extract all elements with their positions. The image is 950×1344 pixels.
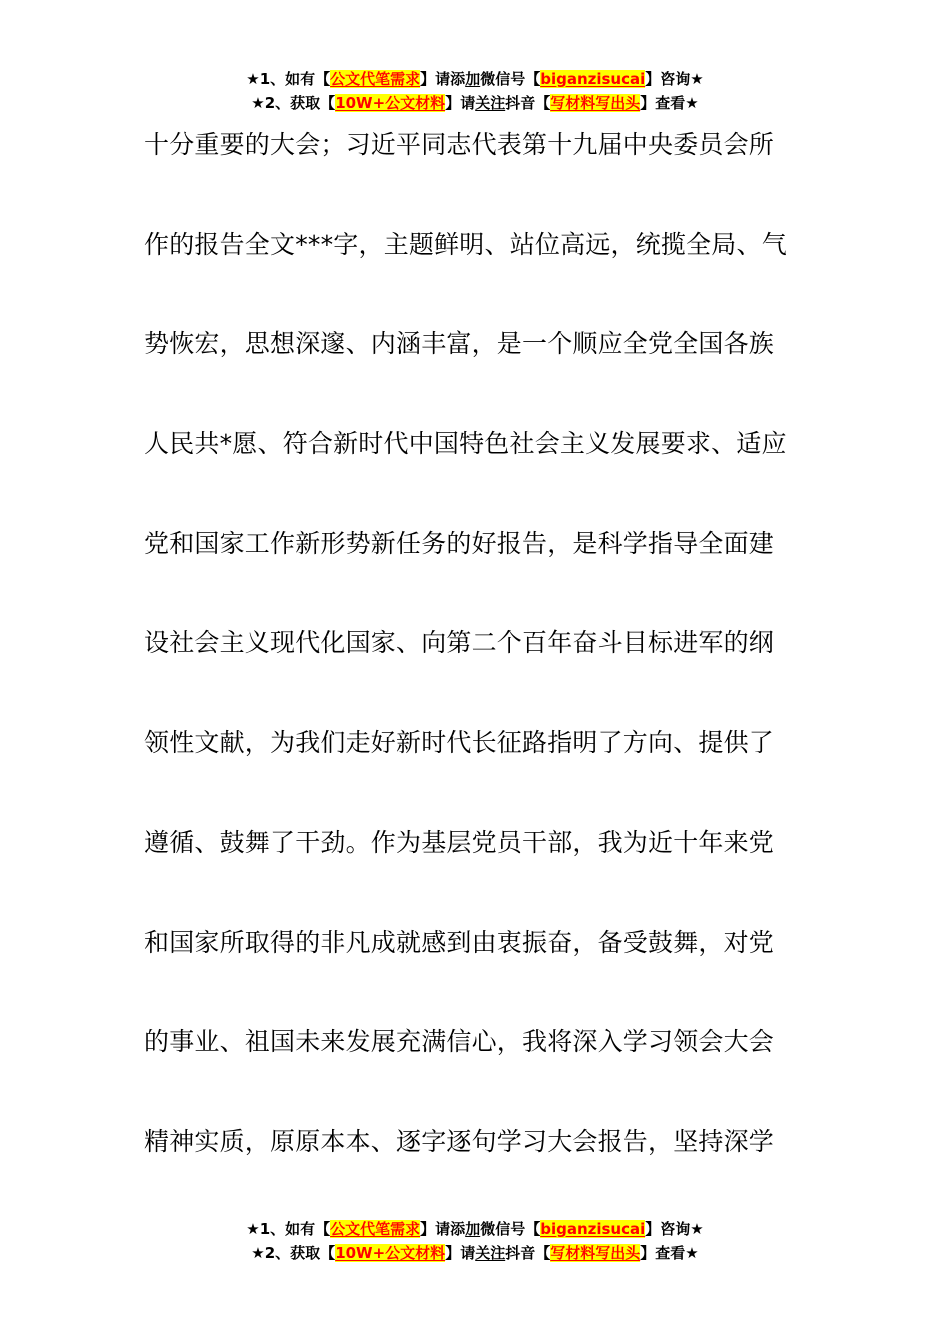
header-line-2	[0, 91, 950, 115]
footer-line-1-mid: 】请添	[420, 1220, 466, 1238]
footer-line-1-suffix: 】咨询★	[645, 1220, 704, 1238]
body-line: 遵循、鼓舞了干劲。作为基层党员干部，我为近十年来党	[144, 827, 775, 857]
body-line: 十分重要的大会；习近平同志代表第十九届中央委员会所	[144, 130, 775, 159]
header-add-underlined: 加	[465, 70, 481, 88]
footer-service-highlight: 公文代笔需求	[330, 1220, 421, 1238]
header-line-2-suffix: 】查看★	[640, 94, 699, 112]
body-line: 的事业、祖国未来发展充满信心，我将深入学习领会大会	[144, 1027, 775, 1057]
document-body	[144, 120, 824, 1217]
body-line: 党和国家工作新形势新任务的好报告，是科学指导全面建	[144, 528, 775, 558]
star-icon: ★	[246, 1220, 260, 1238]
header-line-2-mid: 】请	[445, 94, 476, 112]
header-line-1-prefix: 1、如有【	[259, 70, 331, 88]
footer-line-2-mid-2: 抖音【	[505, 1244, 551, 1262]
body-line: 设社会主义现代化国家、向第二个百年奋斗目标进军的纲	[144, 628, 775, 658]
footer-line-2-prefix: 2、获取【	[264, 1244, 336, 1262]
header-line-2-prefix: 2、获取【	[264, 94, 336, 112]
header-douyin-account: 写材料写出头	[550, 94, 641, 112]
footer-line-1-prefix: 1、如有【	[259, 1220, 331, 1238]
star-icon: ★	[251, 1244, 265, 1262]
body-line: 精神实质，原原本本、逐字逐句学习大会报告，坚持深学	[144, 1126, 775, 1156]
footer-line-2	[0, 1241, 950, 1265]
footer-line-1-mid-2: 微信号【	[480, 1220, 541, 1238]
header-line-1-mid: 】请添	[420, 70, 466, 88]
header-follow-underlined: 关注	[475, 94, 506, 112]
footer-line-1	[0, 1217, 950, 1241]
header-line-2-mid-2: 抖音【	[505, 94, 551, 112]
body-line: 和国家所取得的非凡成就感到由衷振奋，备受鼓舞，对党	[144, 927, 775, 957]
footer-douyin-account: 写材料写出头	[550, 1244, 641, 1262]
body-line: 人民共*愿、符合新时代中国特色社会主义发展要求、适应	[144, 429, 787, 459]
header-service-highlight: 公文代笔需求	[330, 70, 421, 88]
header-line-1-suffix: 】咨询★	[645, 70, 704, 88]
body-line: 领性文献，为我们走好新时代长征路指明了方向、提供了	[144, 728, 775, 758]
footer-follow-underlined: 关注	[475, 1244, 506, 1262]
footer-line-2-mid: 】请	[445, 1244, 476, 1262]
body-line: 作的报告全文***字，主题鲜明、站位高远，统揽全局、气	[144, 229, 787, 259]
footer-banner	[0, 1217, 950, 1265]
footer-add-underlined: 加	[465, 1220, 481, 1238]
footer-wechat-id: biganzisucai	[540, 1220, 646, 1238]
star-icon: ★	[246, 70, 260, 88]
footer-materials-highlight: 10W+公文材料	[335, 1244, 446, 1262]
footer-line-2-suffix: 】查看★	[640, 1244, 699, 1262]
body-line: 势恢宏，思想深邃、内涵丰富，是一个顺应全党全国各族	[144, 329, 775, 359]
header-banner	[0, 67, 950, 115]
header-wechat-id: biganzisucai	[540, 70, 646, 88]
header-line-1-mid-2: 微信号【	[480, 70, 541, 88]
header-materials-highlight: 10W+公文材料	[335, 94, 446, 112]
header-line-1	[0, 67, 950, 91]
star-icon: ★	[251, 94, 265, 112]
